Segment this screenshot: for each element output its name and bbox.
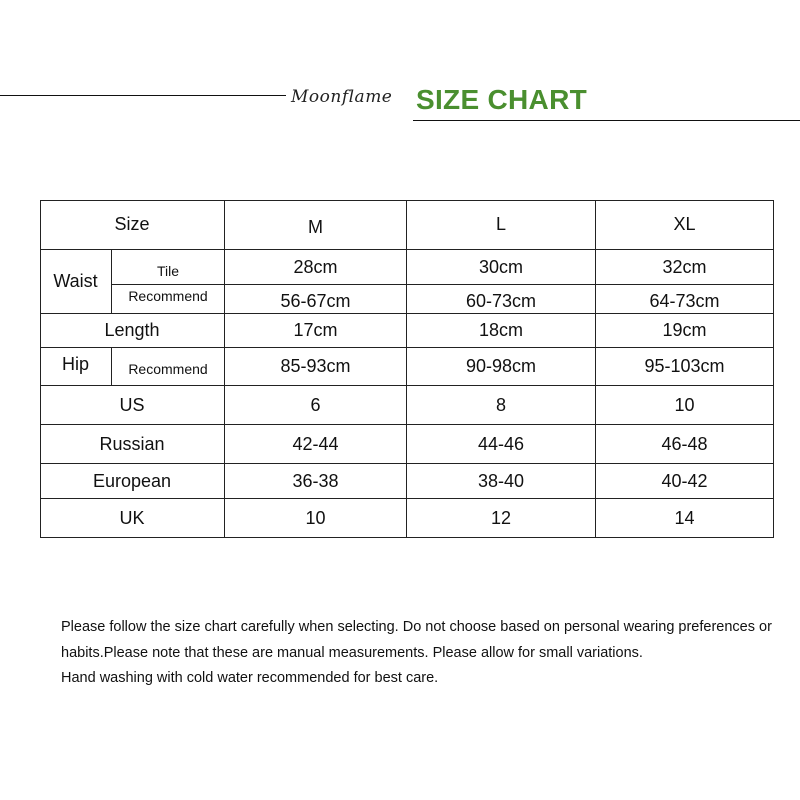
note-line-2: habits.Please note that these are manual measurements. Please allow for small variations.	[61, 645, 643, 661]
waist-tile-m: 28cm	[225, 250, 407, 285]
hip-label: Hip	[40, 348, 112, 386]
hip-recommend-label: Recommend	[112, 348, 225, 386]
european-m: 36-38	[225, 464, 407, 499]
us-l: 8	[407, 386, 596, 425]
length-m: 17cm	[225, 314, 407, 348]
uk-label: UK	[40, 499, 225, 538]
waist-recommend-l: 60-73cm	[407, 285, 596, 314]
waist-tile-label: Tile	[112, 250, 225, 285]
russian-m: 42-44	[225, 425, 407, 464]
uk-m: 10	[225, 499, 407, 538]
size-header-l: L	[407, 200, 596, 250]
us-m: 6	[225, 386, 407, 425]
us-label: US	[40, 386, 225, 425]
waist-recommend-label: Recommend	[112, 285, 225, 314]
russian-label: Russian	[40, 425, 225, 464]
uk-xl: 14	[596, 499, 774, 538]
length-label: Length	[40, 314, 225, 348]
note-line-1: Please follow the size chart carefully when selecting. Do not choose based on personal wearing preferences or	[61, 619, 772, 635]
header-rule-right	[413, 120, 800, 121]
waist-tile-l: 30cm	[407, 250, 596, 285]
hip-l: 90-98cm	[407, 348, 596, 386]
length-xl: 19cm	[596, 314, 774, 348]
waist-recommend-m: 56-67cm	[225, 285, 407, 314]
size-header-label: Size	[40, 200, 225, 250]
waist-label: Waist	[40, 250, 112, 314]
uk-l: 12	[407, 499, 596, 538]
hip-m: 85-93cm	[225, 348, 407, 386]
russian-xl: 46-48	[596, 425, 774, 464]
waist-tile-xl: 32cm	[596, 250, 774, 285]
european-xl: 40-42	[596, 464, 774, 499]
page-title: SIZE CHART	[416, 84, 587, 115]
us-xl: 10	[596, 386, 774, 425]
hip-xl: 95-103cm	[596, 348, 774, 386]
header-rule-left	[0, 95, 286, 96]
length-l: 18cm	[407, 314, 596, 348]
brand-name: Moonflame	[291, 87, 393, 107]
european-l: 38-40	[407, 464, 596, 499]
note-line-3: Hand washing with cold water recommended for best care.	[61, 670, 439, 686]
russian-l: 44-46	[407, 425, 596, 464]
european-label: European	[40, 464, 225, 499]
size-header-xl: XL	[596, 200, 774, 250]
waist-recommend-xl: 64-73cm	[596, 285, 774, 314]
size-header-m: M	[225, 200, 407, 250]
